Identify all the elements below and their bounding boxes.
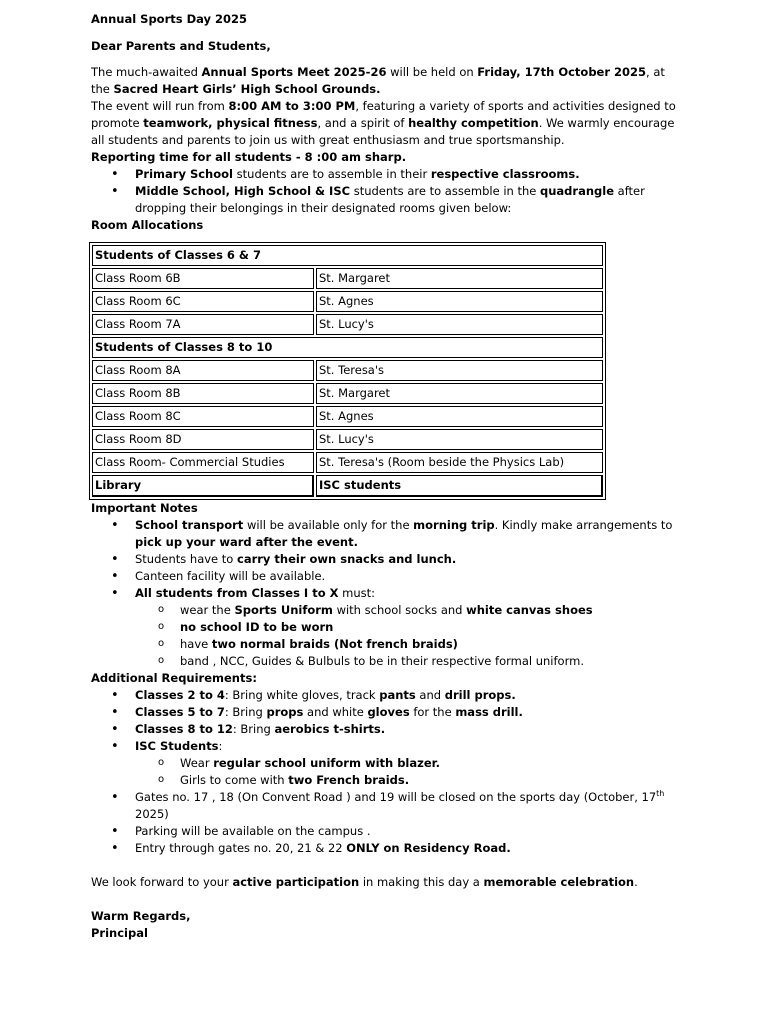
sub-list [135,602,681,670]
additional-requirements-list [91,687,681,857]
sub-list [135,755,681,789]
assembly-list [91,166,681,217]
salutation: Dear Parents and Students, [91,39,271,53]
table-group-header: Students of Classes 8 to 10 [92,337,603,358]
list-item: • Gates no. 17 , 18 (On Convent Road ) and 19 will be closed on the sports day (October, 17th 2025) [135,789,681,823]
table-row: Class Room 8B St. Margaret [92,383,603,404]
table-row: Class Room 6B St. Margaret [92,268,603,289]
list-item: • Canteen facility will be available. [135,568,681,585]
list-item: • Primary School students are to assemble in their respective classrooms. [135,166,681,183]
sub-list-item: o band , NCC, Guides & Bulbuls to be in their respective formal uniform. [180,653,681,670]
list-item: • School transport will be available only for the morning trip. Kindly make arrangements to pick up your ward after the event. [135,517,681,551]
room-allocations-heading: Room Allocations [91,218,204,232]
important-notes-list [91,517,681,670]
sub-list-item: o Wear regular school uniform with blazer. [180,755,681,772]
spacer [91,891,681,908]
regards: Warm Regards, [91,909,191,923]
sub-list-item: o Girls to come with two French braids. [180,772,681,789]
spacer [91,857,681,874]
room-allocation-table [89,242,606,500]
list-item: • Entry through gates no. 20, 21 & 22 ONLY on Residency Road. [135,840,681,857]
table-row: Class Room 8C St. Agnes [92,406,603,427]
list-item: • Students have to carry their own snacks and lunch. [135,551,681,568]
signatory: Principal [91,926,148,940]
sub-list-item: o wear the Sports Uniform with school socks and white canvas shoes [180,602,681,619]
list-item: • Parking will be available on the campus . [135,823,681,840]
table-row: Class Room 7A St. Lucy's [92,314,603,335]
sub-list-item: o have two normal braids (Not french braids) [180,636,681,653]
intro-paragraph: The much-awaited Annual Sports Meet 2025-26 will be held on Friday, 17th October 2025, at the Sacred Heart Girls’ High School Grounds. The event will run from 8:00 AM to 3:00 PM, featuring a variety of sports and activities designed to promote teamwork, physical fitness, and a spirit of healthy competition. We warmly encourage all students and parents to join us with great enthusiasm and true sportsmanship. [91,65,676,147]
table-row: Class Room 8A St. Teresa's [92,360,603,381]
reporting-time: Reporting time for all students - 8 :00 am sharp. [91,150,407,164]
notice-document [91,11,681,942]
list-item: • Classes 8 to 12: Bring aerobics t-shirts. [135,721,681,738]
table-row: Class Room 8D St. Lucy's [92,429,603,450]
document-title: Annual Sports Day 2025 [91,12,248,26]
list-item: • Middle School, High School & ISC students are to assemble in the quadrangle after dropping their belongings in their designated rooms given below: [135,183,681,217]
table-row: Class Room- Commercial Studies St. Teresa's (Room beside the Physics Lab) [92,452,603,473]
table-row: Library ISC students [92,475,603,497]
list-item: • ISC Students: o Wear regular school uniform with blazer. o Girls to come with two French braids. [135,738,681,789]
important-notes-heading: Important Notes [91,501,198,515]
list-item: • Classes 2 to 4: Bring white gloves, track pants and drill props. [135,687,681,704]
additional-requirements-heading: Additional Requirements: [91,671,257,685]
sub-list-item: o no school ID to be worn [180,619,681,636]
closing-paragraph: We look forward to your active participation in making this day a memorable celebration. [91,875,638,889]
table-group-header: Students of Classes 6 & 7 [92,245,603,266]
table-row: Class Room 6C St. Agnes [92,291,603,312]
list-item: • All students from Classes I to X must: o wear the Sports Uniform with school socks and white canvas shoes o no school ID to be worn o have two normal braids (Not french braids) o band , NCC, Guides & Bulbuls to be in their respective formal uniform. [135,585,681,670]
list-item: • Classes 5 to 7: Bring props and white gloves for the mass drill. [135,704,681,721]
